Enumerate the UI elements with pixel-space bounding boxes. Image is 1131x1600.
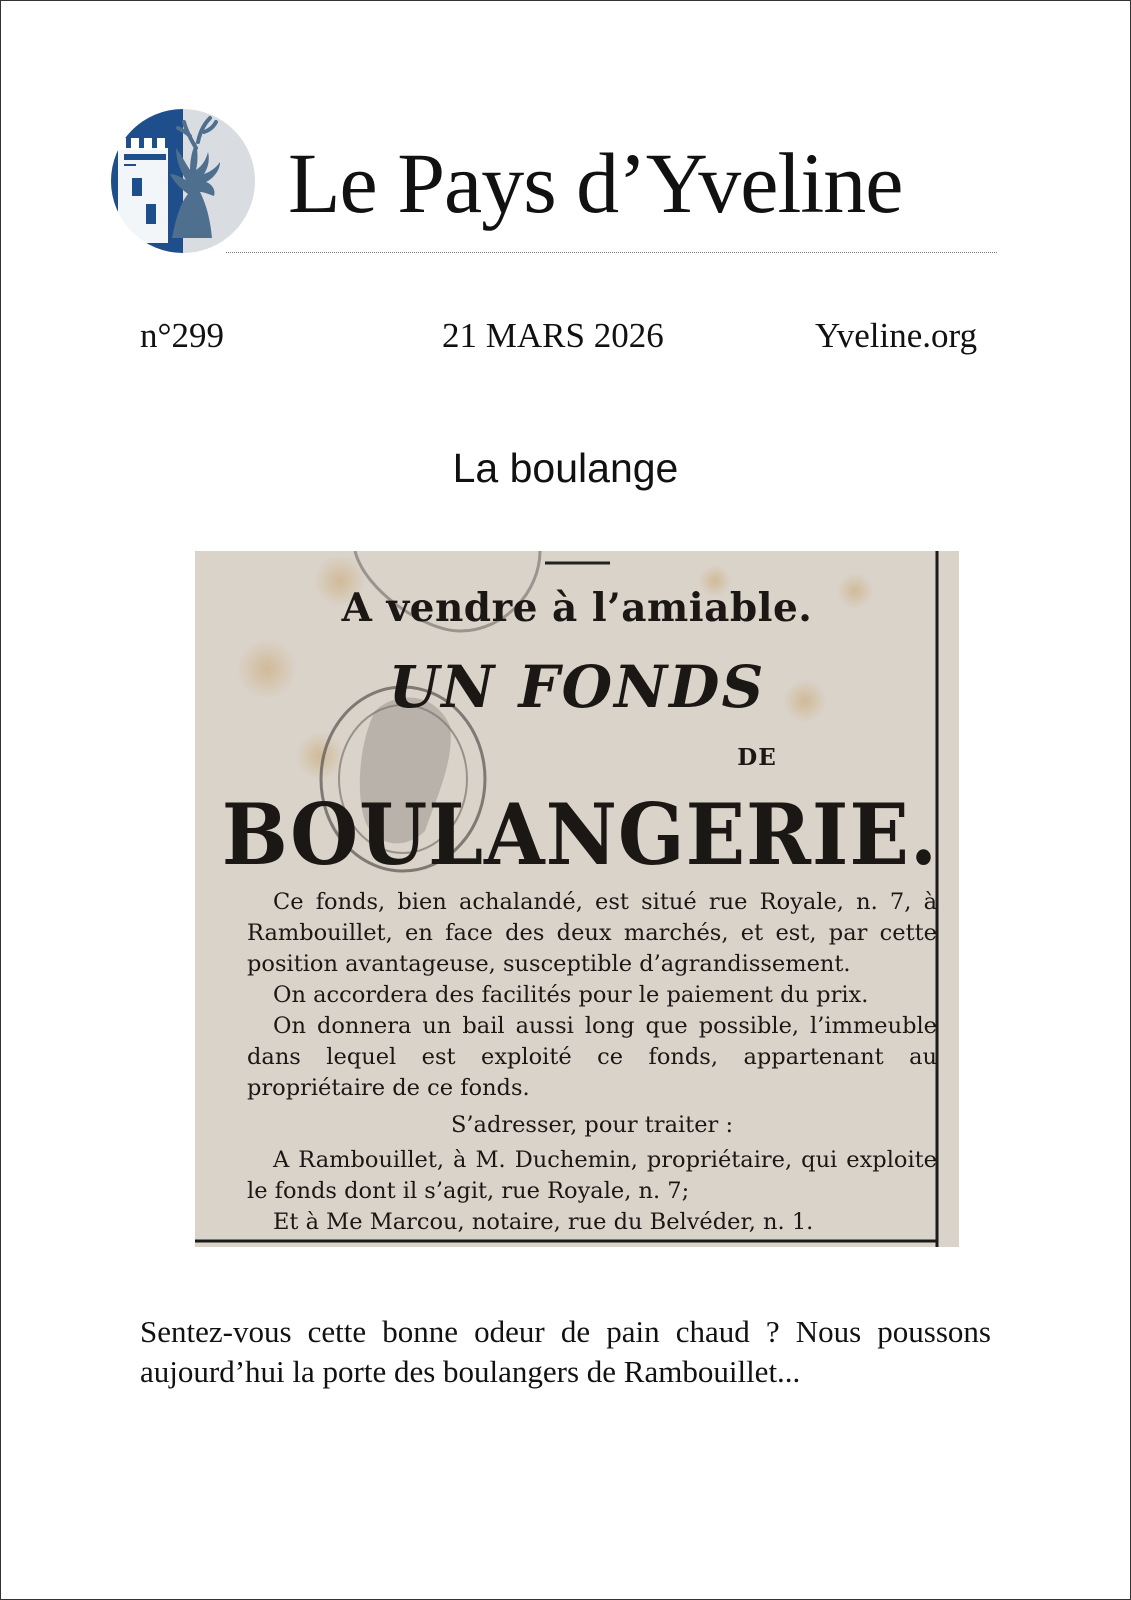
clipping-headline-sale: A vendre à l’amiable. bbox=[341, 585, 813, 631]
stag-and-tower-logo-icon bbox=[110, 108, 256, 254]
clipping-contact-heading: S’adresser, pour traiter : bbox=[450, 1112, 734, 1138]
clipping-paragraph: On accordera des facilités pour le paiement du prix. bbox=[273, 982, 869, 1008]
clipping-paragraph: On donnera un bail aussi long que possible, l’immeuble dans lequel est exploité ce fonds, appartenant au propriétaire de ce fonds. bbox=[247, 1013, 937, 1101]
clipping-body bbox=[247, 887, 937, 1238]
clipping-contact-line: Et à Me Marcou, notaire, rue du Belvéder, n. 1. bbox=[273, 1209, 814, 1235]
intro-paragraph: Sentez-vous cette bonne odeur de pain chaud ? Nous poussons aujourd’hui la porte des boulangers de Rambouillet... bbox=[140, 1314, 991, 1389]
title-divider bbox=[226, 252, 997, 253]
issue-date: 21 MARS 2026 bbox=[442, 316, 664, 355]
website-link[interactable]: Yveline.org bbox=[815, 316, 978, 355]
clipping-paragraph: Ce fonds, bien achalandé, est situé rue Royale, n. 7, à Rambouillet, en face des deux marchés, et est, par cette position avantageuse, susceptible d’agrandissement. bbox=[247, 889, 937, 977]
newspaper-clipping-image bbox=[195, 551, 959, 1247]
clipping-contact-line: A Rambouillet, à M. Duchemin, propriétaire, qui exploite le fonds dont il s’agit, rue Royale, n. 7; bbox=[247, 1147, 937, 1204]
clipping-headline-de: DE bbox=[737, 744, 777, 771]
article-title: La boulange bbox=[452, 445, 679, 491]
clipping-headline-fonds: UN FONDS bbox=[388, 653, 766, 721]
clipping-headline-boulangerie: BOULANGERIE. bbox=[221, 785, 938, 884]
clipping-text bbox=[195, 551, 959, 1247]
issue-number: n°299 bbox=[140, 316, 224, 355]
newsletter-title: Le Pays d’Yveline bbox=[288, 135, 903, 231]
